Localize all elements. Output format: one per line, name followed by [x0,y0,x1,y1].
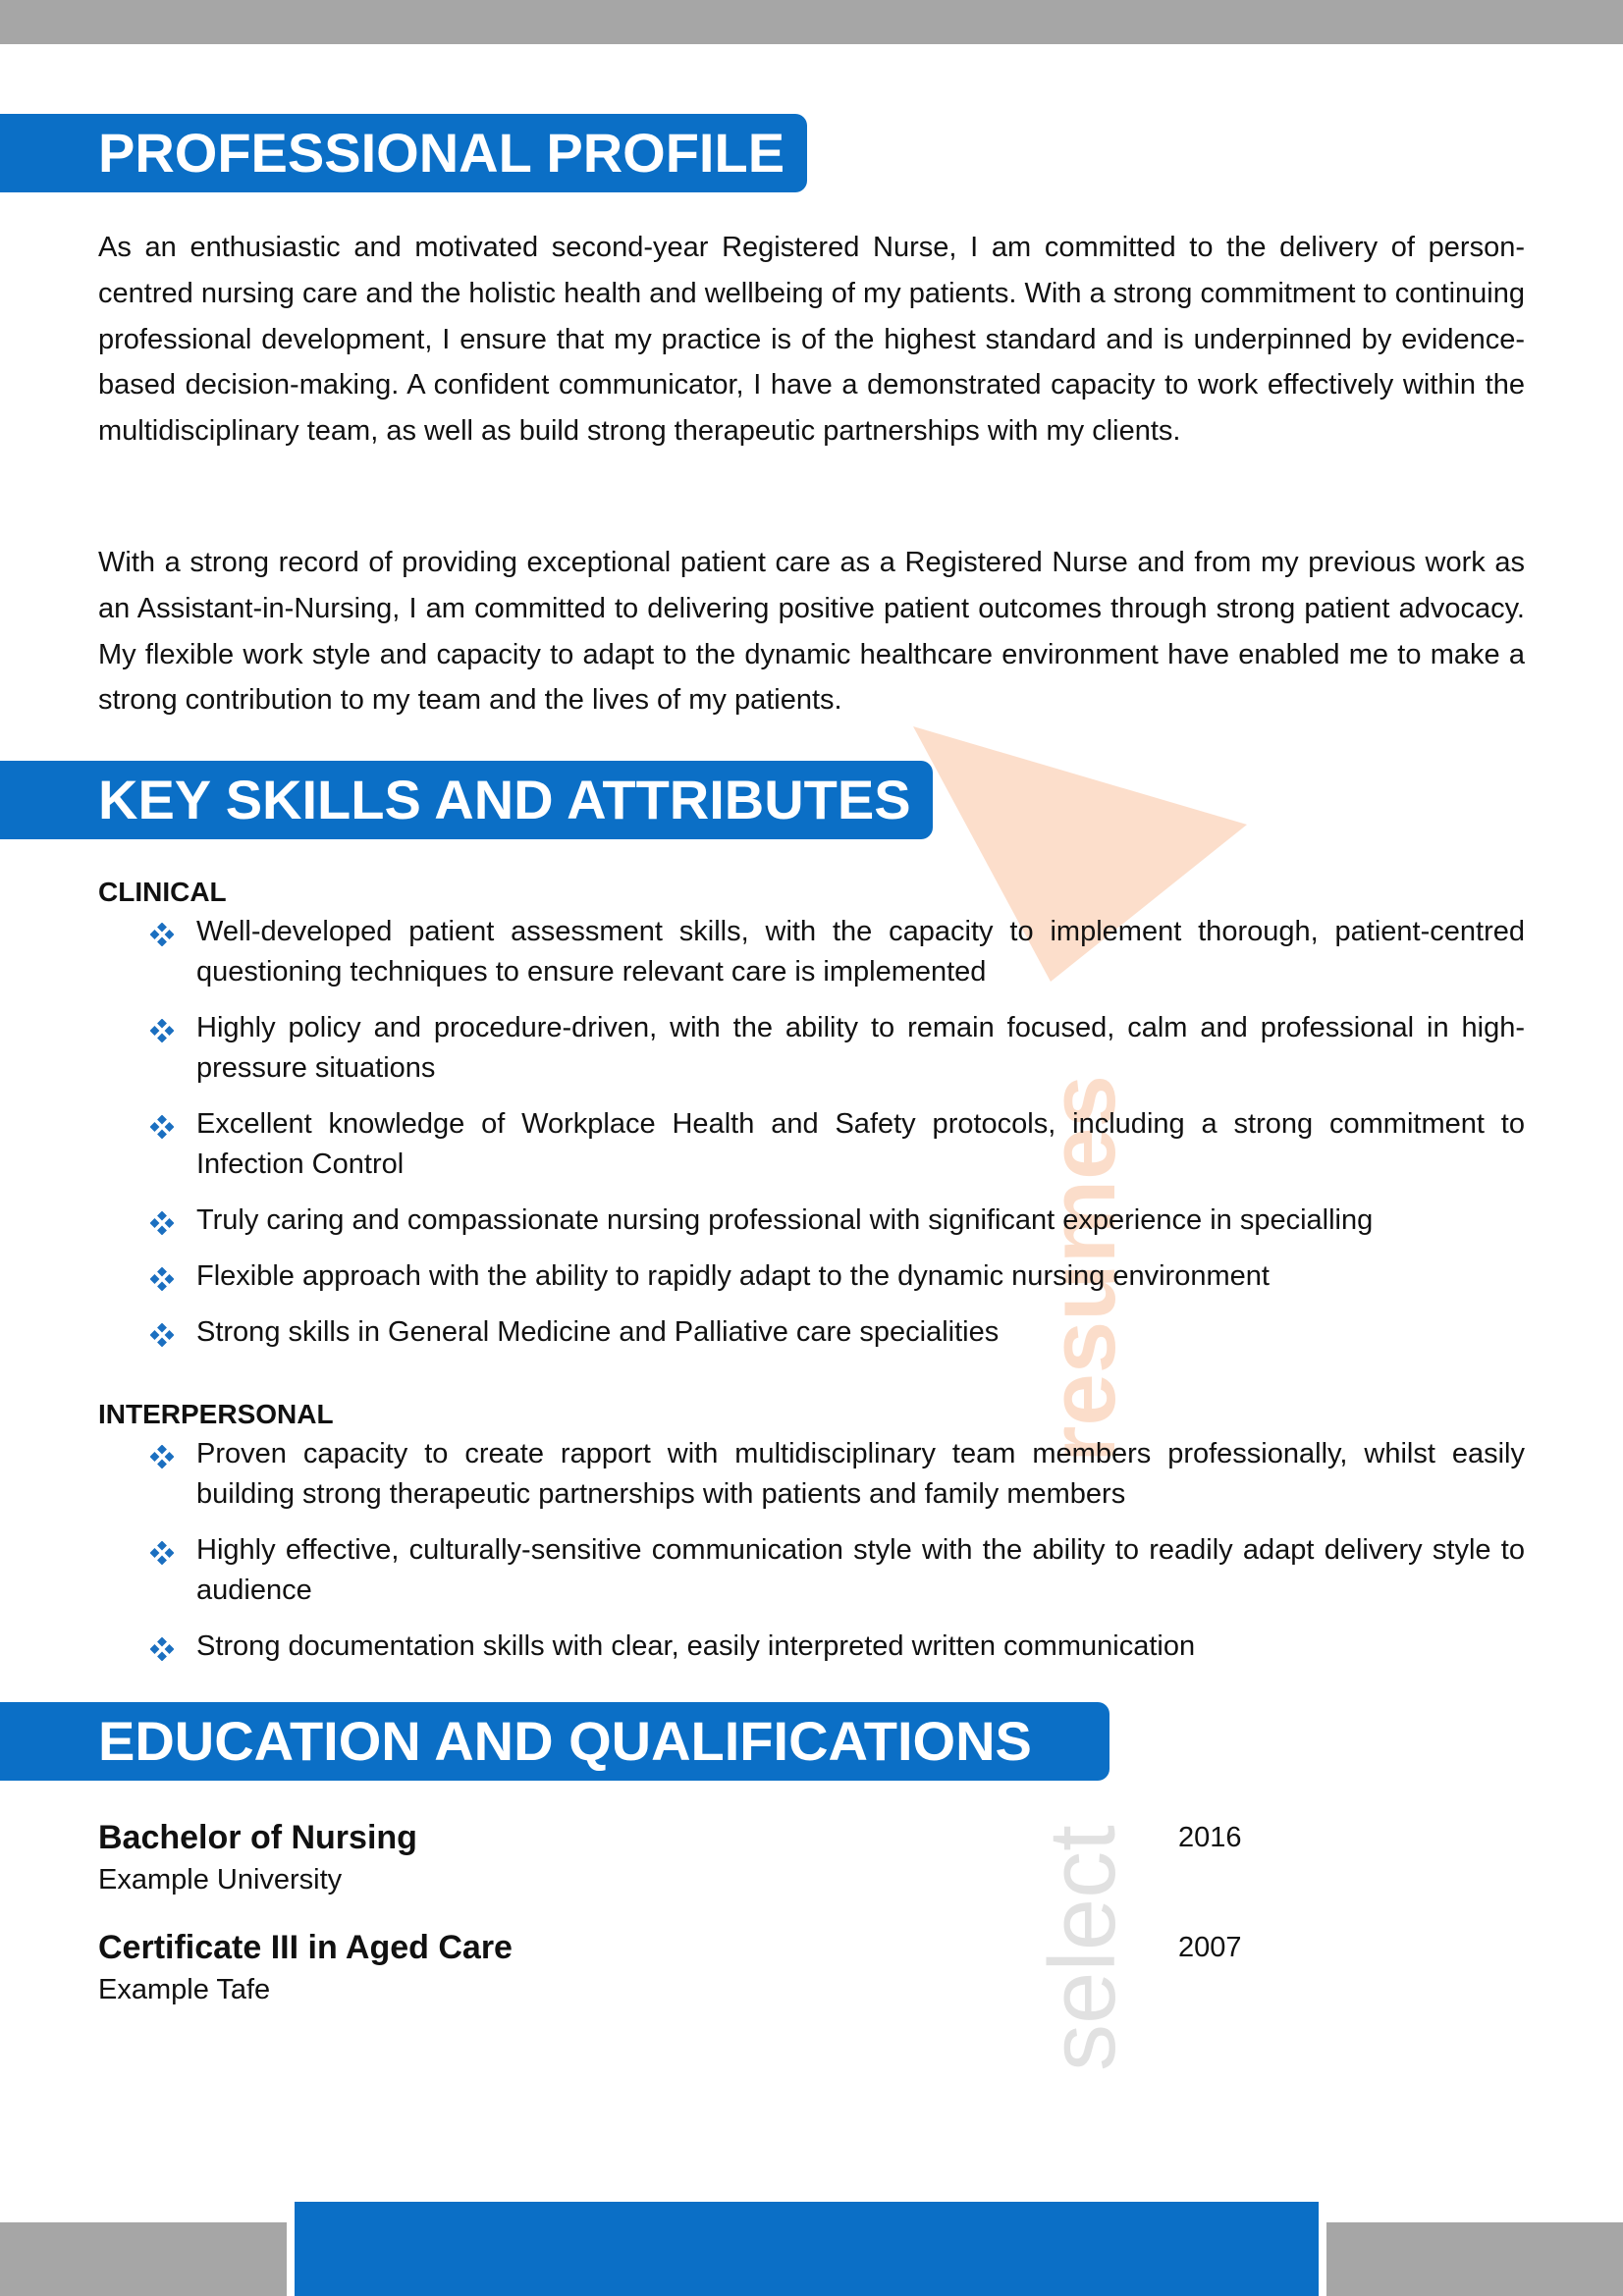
education-entry-title: Bachelor of Nursing [98,1819,417,1856]
list-item-text: Highly effective, culturally-sensitive communication style with the ability to readily adapt delivery style to audience [196,1534,1525,1606]
list-item [147,1256,1525,1297]
diamond-bullet-icon [150,1115,174,1139]
education-entry-year: 2016 [1178,1822,1242,1853]
diamond-bullet-icon [150,923,174,946]
section-title: EDUCATION AND QUALIFICATIONS [98,1710,1032,1772]
list-item [147,912,1525,992]
list-item [147,1104,1525,1185]
diamond-bullet-icon [150,1267,174,1291]
list-item-text: Flexible approach with the ability to rapidly adapt to the dynamic nursing environment [196,1260,1270,1292]
education-entry-institution: Example Tafe [98,1974,271,2005]
diamond-bullet-icon [150,1211,174,1235]
section-title: PROFESSIONAL PROFILE [98,122,785,184]
list-item-text: Strong skills in General Medicine and Palliative care specialities [196,1316,1000,1348]
list-item [147,1627,1525,1667]
section-header-professional-profile [0,114,807,192]
footer-blue-bar [295,2202,1319,2296]
diamond-bullet-icon [150,1019,174,1042]
diamond-bullet-icon [150,1637,174,1661]
list-item [147,1201,1525,1241]
list-item-text: Proven capacity to create rapport with multidisciplinary team members professionally, whilst easily building strong therapeutic partnerships with patients and family members [196,1438,1525,1510]
list-item-text: Excellent knowledge of Workplace Health and Safety protocols, including a strong commitment to Infection Control [196,1108,1525,1180]
list-item-text: Strong documentation skills with clear, easily interpreted written communication [196,1630,1196,1662]
profile-paragraph-1: As an enthusiastic and motivated second-year Registered Nurse, I am committed to the delivery of person-centred nursing care and the holistic health and wellbeing of my patients. With a strong commitment to continuing professional development, I ensure that my practice is of the highest standard and is underpinned by evidence-based decision-making. A confident communicator, I have a demonstrated capacity to work effectively within the multidisciplinary team, as well as build strong therapeutic partnerships with my clients. [98,232,1525,448]
education-entry-title: Certificate III in Aged Care [98,1929,513,1966]
list-item [147,1312,1525,1353]
education-entry-year: 2007 [1178,1932,1242,1963]
section-header-education [0,1702,1109,1781]
list-item [147,1530,1525,1611]
list-item [147,1008,1525,1089]
diamond-bullet-icon [150,1541,174,1565]
profile-paragraph-2: With a strong record of providing exceptional patient care as a Registered Nurse and from my previous work as an Assistant-in-Nursing, I am committed to delivering positive patient outcomes through strong patient advocacy. My flexible work style and capacity to adapt to the dynamic healthcare environment have enabled me to make a strong contribution to my team and the lives of my patients. [98,547,1525,717]
section-title: KEY SKILLS AND ATTRIBUTES [98,769,911,830]
list-item-text: Highly policy and procedure-driven, with the ability to remain focused, calm and professional in high-pressure situations [196,1012,1525,1084]
subheading-interpersonal: INTERPERSONAL [98,1399,334,1429]
list-item-text: Truly caring and compassionate nursing professional with significant experience in specialling [196,1204,1374,1236]
diamond-bullet-icon [150,1445,174,1468]
list-item [147,1434,1525,1515]
watermark-text-bold: resumes [1030,1075,1135,1463]
interpersonal-skills-list [147,1434,1525,1682]
footer-grey-bar-right [1326,2222,1623,2296]
section-header-key-skills [0,761,933,839]
top-decorative-bar [0,0,1623,44]
footer-grey-bar-left [0,2222,287,2296]
clinical-skills-list [147,912,1525,1368]
watermark-text-light: select [1030,1825,1135,2071]
education-entry-institution: Example University [98,1864,343,1896]
diamond-bullet-icon [150,1323,174,1347]
subheading-clinical: CLINICAL [98,877,227,907]
list-item-text: Well-developed patient assessment skills, with the capacity to implement thorough, patient-centred questioning techniques to ensure relevant care is implemented [196,916,1525,988]
